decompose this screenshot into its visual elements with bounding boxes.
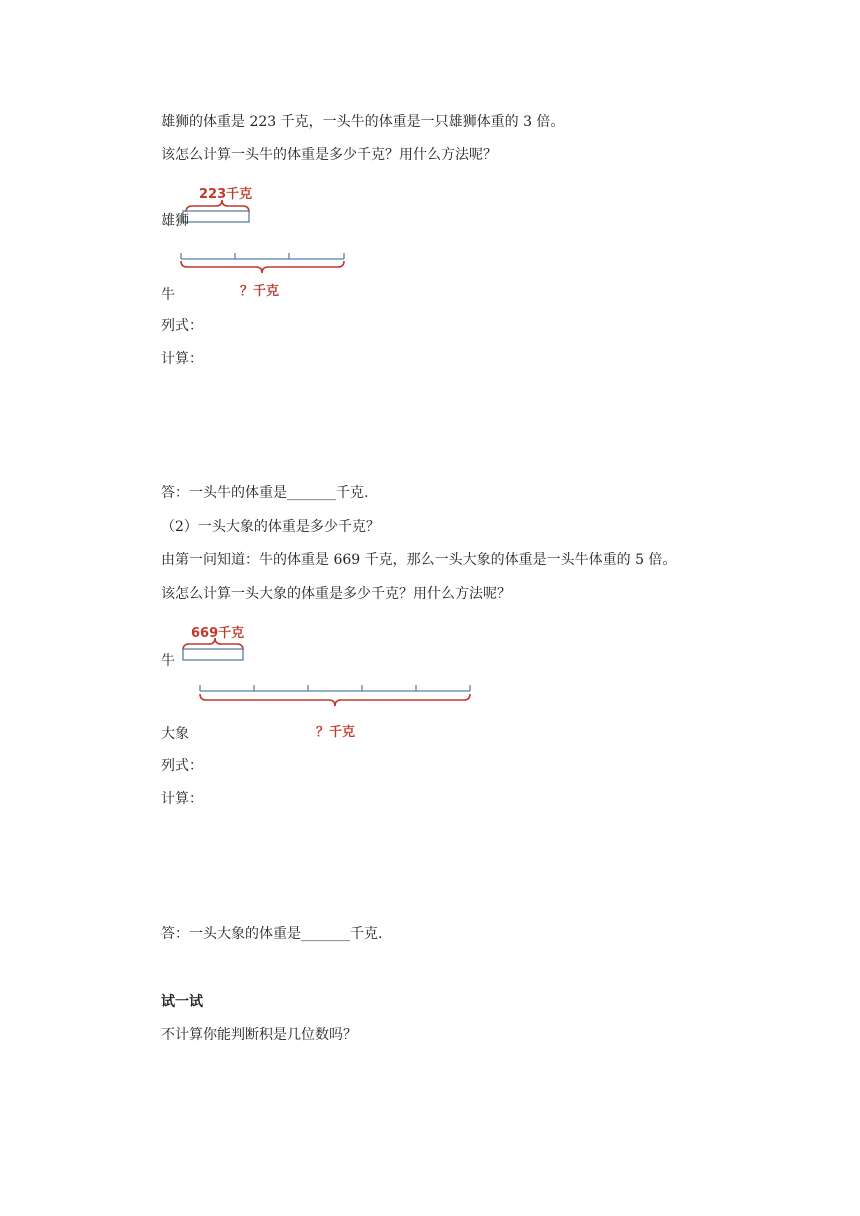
cow-label: 牛 [161, 287, 175, 303]
calc-label-2: 计算： [161, 791, 203, 807]
cow-elephant-diagram [161, 622, 481, 742]
problem2-text: 由第一问知道：牛的体重是 669 千克，那么一头大象的体重是一头牛体重的 5 倍。 [161, 552, 677, 568]
cow-label-2: 牛 [161, 653, 175, 669]
lion-cow-diagram [161, 182, 361, 302]
cow-brace [181, 261, 344, 273]
cow-weight-unknown: ？千克 [240, 284, 280, 299]
problem1-question: 该怎么计算一头牛的体重是多少千克？用什么方法呢？ [161, 147, 497, 163]
answer2: 答：一头大象的体重是_______千克. [161, 926, 383, 942]
tryit-heading: 试一试 [161, 994, 203, 1010]
lion-bar [183, 211, 249, 222]
cow-bar [181, 253, 344, 259]
lion-weight-label: 223千克 [199, 187, 253, 202]
answer1: 答：一头牛的体重是_______千克. [161, 485, 369, 501]
cow-bar-top [183, 649, 243, 660]
formula-label-2: 列式： [161, 758, 203, 774]
elephant-weight-unknown: ？千克 [316, 725, 356, 740]
cow-weight-label: 669千克 [191, 626, 245, 641]
tryit-text: 不计算你能判断积是几位数吗？ [161, 1027, 357, 1043]
elephant-bar [200, 685, 470, 691]
question2: （2）一头大象的体重是多少千克？ [161, 519, 380, 535]
formula-label: 列式： [161, 318, 203, 334]
problem1-text: 雄狮的体重是 223 千克，一头牛的体重是一只雄狮体重的 3 倍。 [161, 114, 565, 130]
calc-label: 计算： [161, 351, 203, 367]
elephant-brace [200, 694, 470, 706]
problem2-question: 该怎么计算一头大象的体重是多少千克？用什么方法呢？ [161, 586, 511, 602]
lion-label: 雄狮 [161, 213, 189, 229]
elephant-label: 大象 [161, 726, 189, 742]
